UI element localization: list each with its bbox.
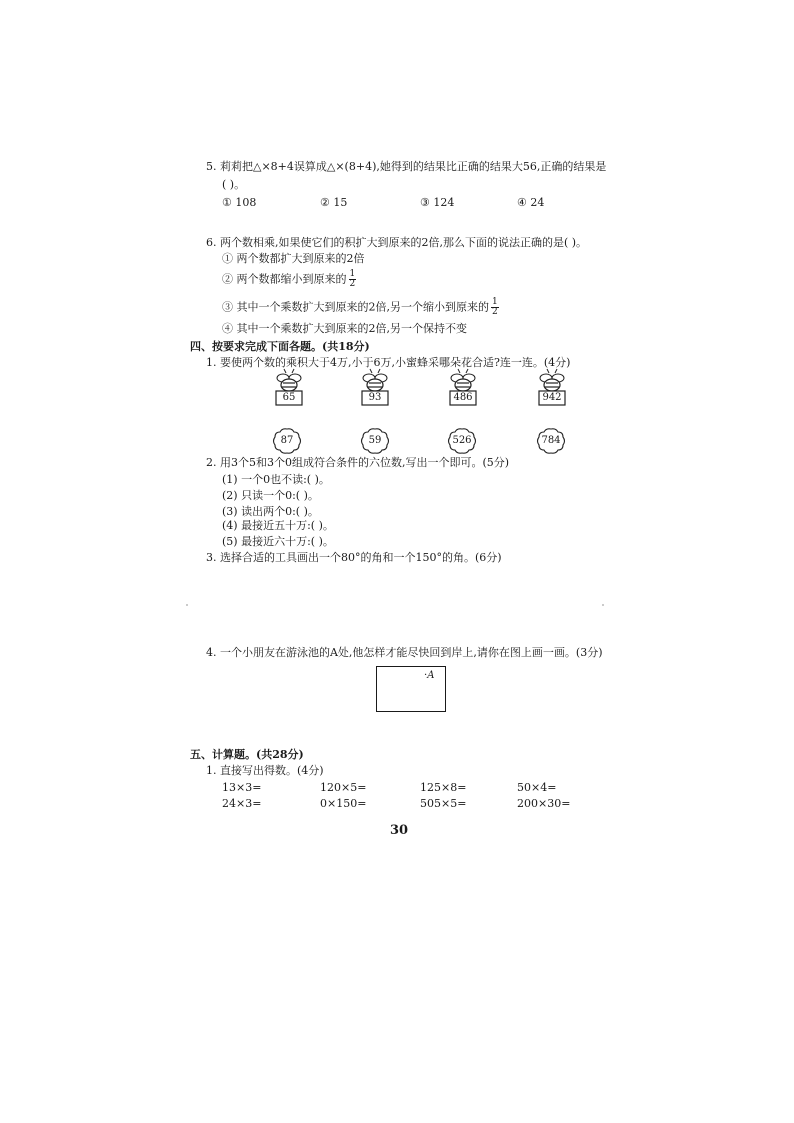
q5-option-3: ③ 124 [420,196,455,209]
q6-option-3-text: ③ 其中一个乘数扩大到原来的2倍,另一个缩小到原来的 [222,300,489,314]
section-5-heading: 五、计算题。(共28分) [190,748,304,761]
s5-q1-text: 1. 直接写出得数。(4分) [206,764,324,777]
bee-card-3[interactable] [446,368,480,410]
q6-option-3 [222,298,499,317]
q6-option-2-text: ② 两个数都缩小到原来的 [222,272,347,286]
fraction-numerator: 1 [349,269,356,279]
calc-item: 125×8= [420,781,467,794]
q6-option-4: ④ 其中一个乘数扩大到原来的2倍,另一个保持不变 [222,322,467,335]
s4-q2-item-4: (4) 最接近五十万:( )。 [222,519,334,532]
flower-number: 784 [541,435,561,446]
s4-q2-text: 2. 用3个5和3个0组成符合条件的六位数,写出一个即可。(5分) [206,456,510,469]
s4-q1-text: 1. 要使两个数的乘积大于4万,小于6万,小蜜蜂采哪朵花合适?连一连。(4分) [206,356,571,369]
bee-number: 65 [282,392,296,403]
swimming-pool-diagram[interactable] [376,666,446,712]
calc-item: 200×30= [517,797,571,810]
calc-item: 24×3= [222,797,262,810]
q5-blank: ( )。 [222,178,246,191]
q5-option-2: ② 15 [320,196,348,209]
point-a-label: ·A [424,670,435,681]
calc-item: 0×150= [320,797,367,810]
flower-number: 87 [280,435,294,446]
calc-item: 120×5= [320,781,367,794]
bee-number: 93 [368,392,382,403]
fraction-half [349,270,357,289]
s4-q2-item-3: (3) 读出两个0:( )。 [222,505,319,518]
bee-card-2[interactable] [358,368,392,410]
s4-q4-text: 4. 一个小朋友在游泳池的A处,他怎样才能尽快回到岸上,请你在图上画一画。(3分) [206,646,603,659]
fraction-denominator: 2 [349,279,356,289]
bee-number: 942 [542,392,562,403]
calc-item: 13×3= [222,781,262,794]
flower-1[interactable] [272,427,302,455]
flower-number: 59 [368,435,382,446]
q5-stem: 5. 莉莉把△×8+4误算成△×(8+4),她得到的结果比正确的结果大56,正确的结果是 [206,160,607,173]
s4-q3-text: 3. 选择合适的工具画出一个80°的角和一个150°的角。(6分) [206,551,502,564]
calc-item: 505×5= [420,797,467,810]
q6-option-2 [222,270,356,289]
section-4-heading: 四、按要求完成下面各题。(共18分) [190,340,370,353]
calc-item: 50×4= [517,781,557,794]
flower-number: 526 [452,435,472,446]
q5-option-4: ④ 24 [517,196,545,209]
flower-3[interactable] [447,427,477,455]
bee-card-1[interactable] [272,368,306,410]
bee-card-4[interactable] [535,368,569,410]
fraction-numerator: 1 [492,297,498,307]
q6-option-1: ① 两个数都扩大到原来的2倍 [222,252,365,265]
s4-q2-item-1: (1) 一个0也不读:( )。 [222,473,330,486]
scan-speck [186,604,188,606]
s4-q2-item-2: (2) 只读一个0:( )。 [222,489,319,502]
page-number: 30 [390,823,409,838]
fraction-half [491,298,499,317]
point-a-letter: A [427,670,435,681]
bee-number: 486 [453,392,473,403]
q5-option-1: ① 108 [222,196,257,209]
fraction-denominator: 2 [492,307,498,317]
flower-2[interactable] [360,427,390,455]
flower-4[interactable] [536,427,566,455]
q6-stem: 6. 两个数相乘,如果使它们的积扩大到原来的2倍,那么下面的说法正确的是( )。 [206,236,588,249]
scan-speck [602,604,604,606]
s4-q2-item-5: (5) 最接近六十万:( )。 [222,535,334,548]
